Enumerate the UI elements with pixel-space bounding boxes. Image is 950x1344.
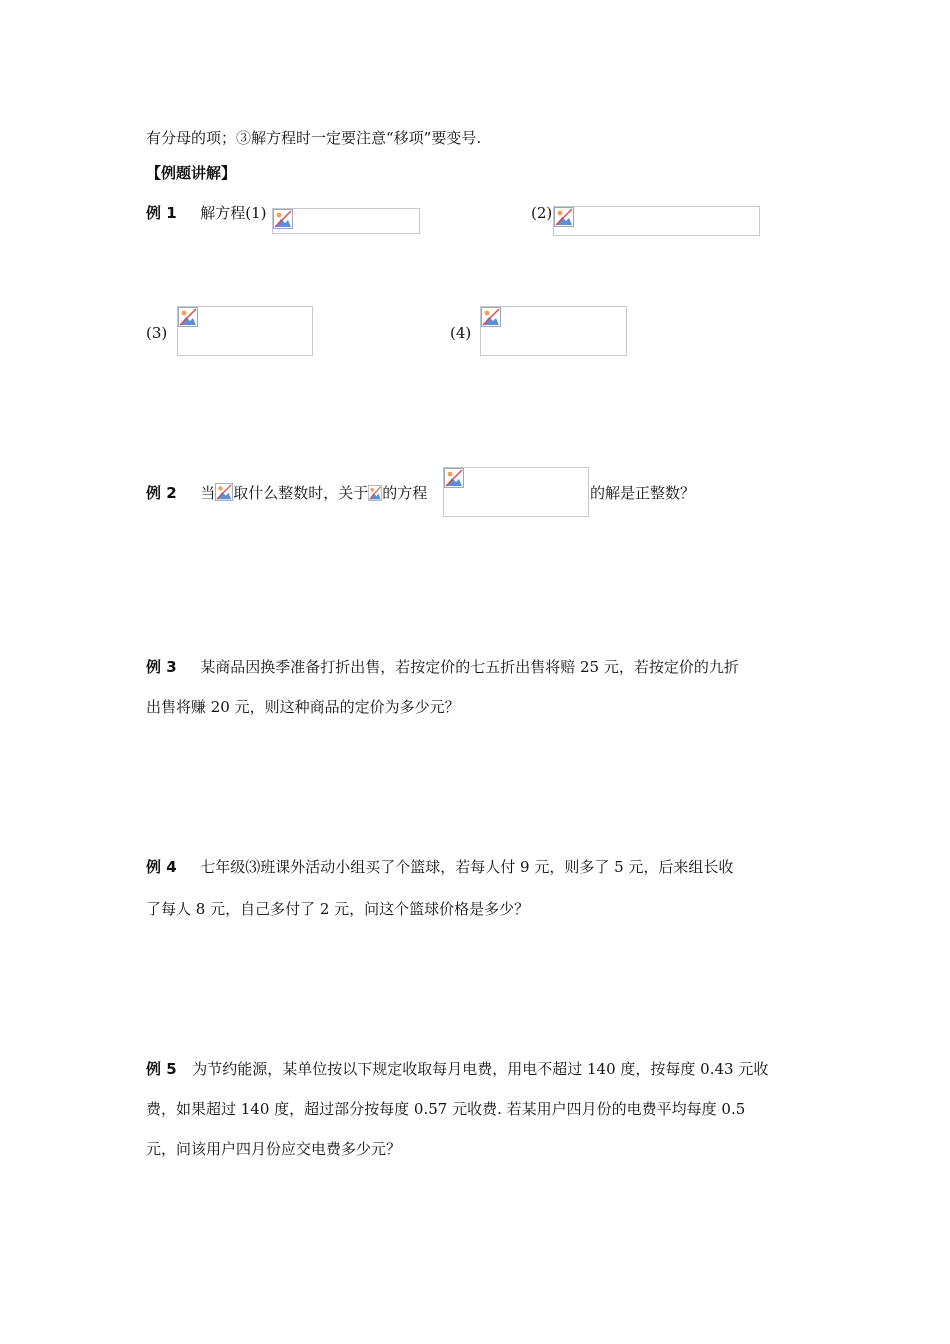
example-4-text-1: 七年级⑶班课外活动小组买了个篮球，若每人付 9 元，则多了 5 元，后来组长收 <box>200 858 734 876</box>
broken-image-icon <box>481 307 501 327</box>
part-2-label: (2) <box>531 204 553 222</box>
equation-2-image <box>553 206 760 236</box>
equation-1-image <box>272 208 420 234</box>
example-4-text-2: 了每人 8 元，自己多付了 2 元，问这个篮球价格是多少？ <box>146 900 530 918</box>
example-3-label: 例 3 <box>146 658 177 676</box>
example-3-text-1: 某商品因换季准备打折出售，若按定价的七五折出售将赔 25 元，若按定价的九折 <box>200 658 739 676</box>
example-5-text-3: 元，问该用户四月份应交电费多少元？ <box>146 1140 402 1158</box>
example-5-text-2: 费，如果超过 140 度，超过部分按每度 0.57 元收费. 若某用户四月份的电费平均每度 0.5 <box>146 1100 746 1118</box>
example-2-line <box>146 483 427 503</box>
example-3-line-1 <box>146 657 739 677</box>
example-1-line <box>146 203 266 223</box>
example-2-label: 例 2 <box>146 484 177 502</box>
broken-image-icon <box>554 207 574 227</box>
broken-image-icon <box>215 483 233 501</box>
equation-example-2-image <box>443 467 589 517</box>
equation-4-image <box>480 306 627 356</box>
broken-image-icon <box>368 485 382 501</box>
example-5-label: 例 5 <box>146 1060 177 1078</box>
intro-text: 有分母的项；③解方程时一定要注意“移项”要变号. <box>146 129 482 147</box>
example-5-text-1: 为节约能源，某单位按以下规定收取每月电费，用电不超过 140 度，按每度 0.43 元收 <box>192 1060 769 1078</box>
example-1-label: 例 1 <box>146 204 177 222</box>
broken-image-icon <box>178 307 198 327</box>
section-heading: 【例题讲解】 <box>146 164 237 182</box>
part-4-label: (4) <box>450 324 472 342</box>
broken-image-icon <box>273 209 293 229</box>
example-2-text-d: 的解是正整数？ <box>590 484 696 502</box>
example-2-text-c: 的方程 <box>382 484 428 502</box>
part-3-label: (3) <box>146 324 168 342</box>
example-4-label: 例 4 <box>146 858 177 876</box>
example-3-text-2: 出售将赚 20 元，则这种商品的定价为多少元？ <box>146 698 460 716</box>
example-2-text-b: 取什么整数时，关于 <box>233 484 369 502</box>
example-1-text: 解方程(1) <box>200 204 267 222</box>
broken-image-icon <box>444 468 464 488</box>
example-4-line-1 <box>146 857 733 877</box>
example-5-line-1 <box>146 1059 768 1079</box>
example-2-text-a: 当 <box>200 484 216 502</box>
